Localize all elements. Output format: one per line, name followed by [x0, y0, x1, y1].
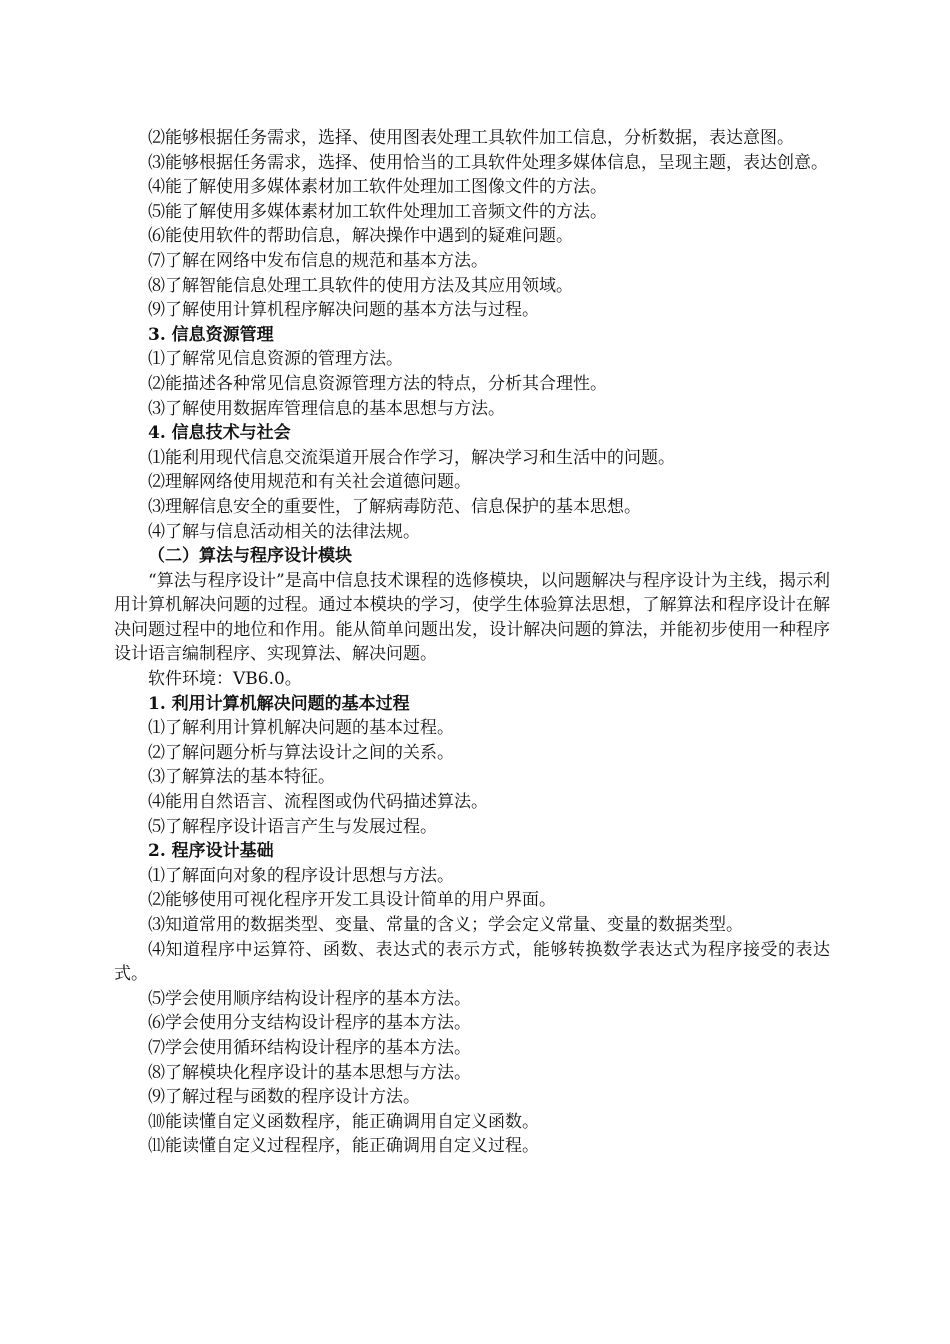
list-item: ⑴能利用现代信息交流渠道开展合作学习，解决学习和生活中的问题。 [148, 447, 675, 468]
list-item: ⑴了解常见信息资源的管理方法。 [148, 349, 403, 370]
list-item: ⑷能用自然语言、流程图或伪代码描述算法。 [148, 792, 488, 813]
list-item: ⑸了解程序设计语言产生与发展过程。 [148, 816, 437, 837]
list-item: ⑸能了解使用多媒体素材加工软件处理加工音频文件的方法。 [148, 201, 607, 222]
list-item: ⑶能够根据任务需求，选择、使用恰当的工具软件处理多媒体信息，呈现主题，表达创意。 [148, 152, 828, 173]
list-item: ⑴了解利用计算机解决问题的基本过程。 [148, 718, 454, 739]
list-item: ⑹能使用软件的帮助信息，解决操作中遇到的疑难问题。 [148, 226, 573, 247]
list-item: ⑼了解过程与函数的程序设计方法。 [148, 1087, 420, 1108]
list-item: ⑻了解智能信息处理工具软件的使用方法及其应用领域。 [148, 275, 573, 296]
section-heading: 3. 信息资源管理 [148, 324, 274, 345]
list-item: ⑹学会使用分支结构设计程序的基本方法。 [148, 1013, 471, 1034]
section-heading: 1. 利用计算机解决问题的基本过程 [148, 693, 410, 714]
list-item: ⑼了解使用计算机程序解决问题的基本方法与过程。 [148, 300, 539, 321]
section-heading: 2. 程序设计基础 [148, 841, 274, 862]
list-item: ⑸学会使用顺序结构设计程序的基本方法。 [148, 988, 471, 1009]
list-item: ⑶了解使用数据库管理信息的基本思想与方法。 [148, 398, 505, 419]
list-item: ⑶了解算法的基本特征。 [148, 767, 335, 788]
body-paragraph: 软件环境：VB6.0。 [148, 669, 302, 690]
list-item: ⑺了解在网络中发布信息的规范和基本方法。 [148, 250, 488, 271]
list-item: ⑴了解面向对象的程序设计思想与方法。 [148, 865, 454, 886]
list-item: ⑽能读懂自定义函数程序，能正确调用自定义函数。 [148, 1111, 539, 1132]
list-item: ⑷了解与信息活动相关的法律法规。 [148, 521, 420, 542]
document-body [114, 126, 830, 1159]
list-item: ⑻了解模块化程序设计的基本思想与方法。 [148, 1062, 471, 1083]
list-item: ⑶理解信息安全的重要性，了解病毒防范、信息保护的基本思想。 [148, 496, 641, 517]
list-item: ⑵理解网络使用规范和有关社会道德问题。 [148, 472, 471, 493]
list-item: ⑾能读懂自定义过程程序，能正确调用自定义过程。 [148, 1136, 539, 1157]
list-item: ⑶知道常用的数据类型、变量、常量的含义；学会定义常量、变量的数据类型。 [148, 915, 743, 935]
list-item: ⑵能描述各种常见信息资源管理方法的特点，分析其合理性。 [148, 373, 607, 394]
list-item: ⑵能够使用可视化程序开发工具设计简单的用户界面。 [148, 890, 556, 911]
body-paragraph: “算法与程序设计”是高中信息技术课程的选修模块，以问题解决与程序设计为主线，揭示利用计算机解决问题的过程。通过本模块的学习，使学生体验算法思想，了解算法和程序设计在解决问题过程中的地位和作用。能从简单问题出发，设计解决问题的算法，并能初步使用一种程序设计语言编制程序、实现算法、解决问题。 [114, 570, 830, 665]
list-item: ⑷知道程序中运算符、函数、表达式的表示方式，能够转换数学表达式为程序接受的表达式。 [114, 939, 830, 985]
module-heading: （二）算法与程序设计模块 [148, 546, 352, 567]
list-item: ⑵了解问题分析与算法设计之间的关系。 [148, 742, 454, 763]
list-item: ⑵能够根据任务需求，选择、使用图表处理工具软件加工信息，分析数据，表达意图。 [148, 128, 794, 148]
list-item: ⑺学会使用循环结构设计程序的基本方法。 [148, 1037, 471, 1058]
list-item: ⑷能了解使用多媒体素材加工软件处理加工图像文件的方法。 [148, 177, 607, 198]
section-heading: 4. 信息技术与社会 [148, 423, 291, 444]
